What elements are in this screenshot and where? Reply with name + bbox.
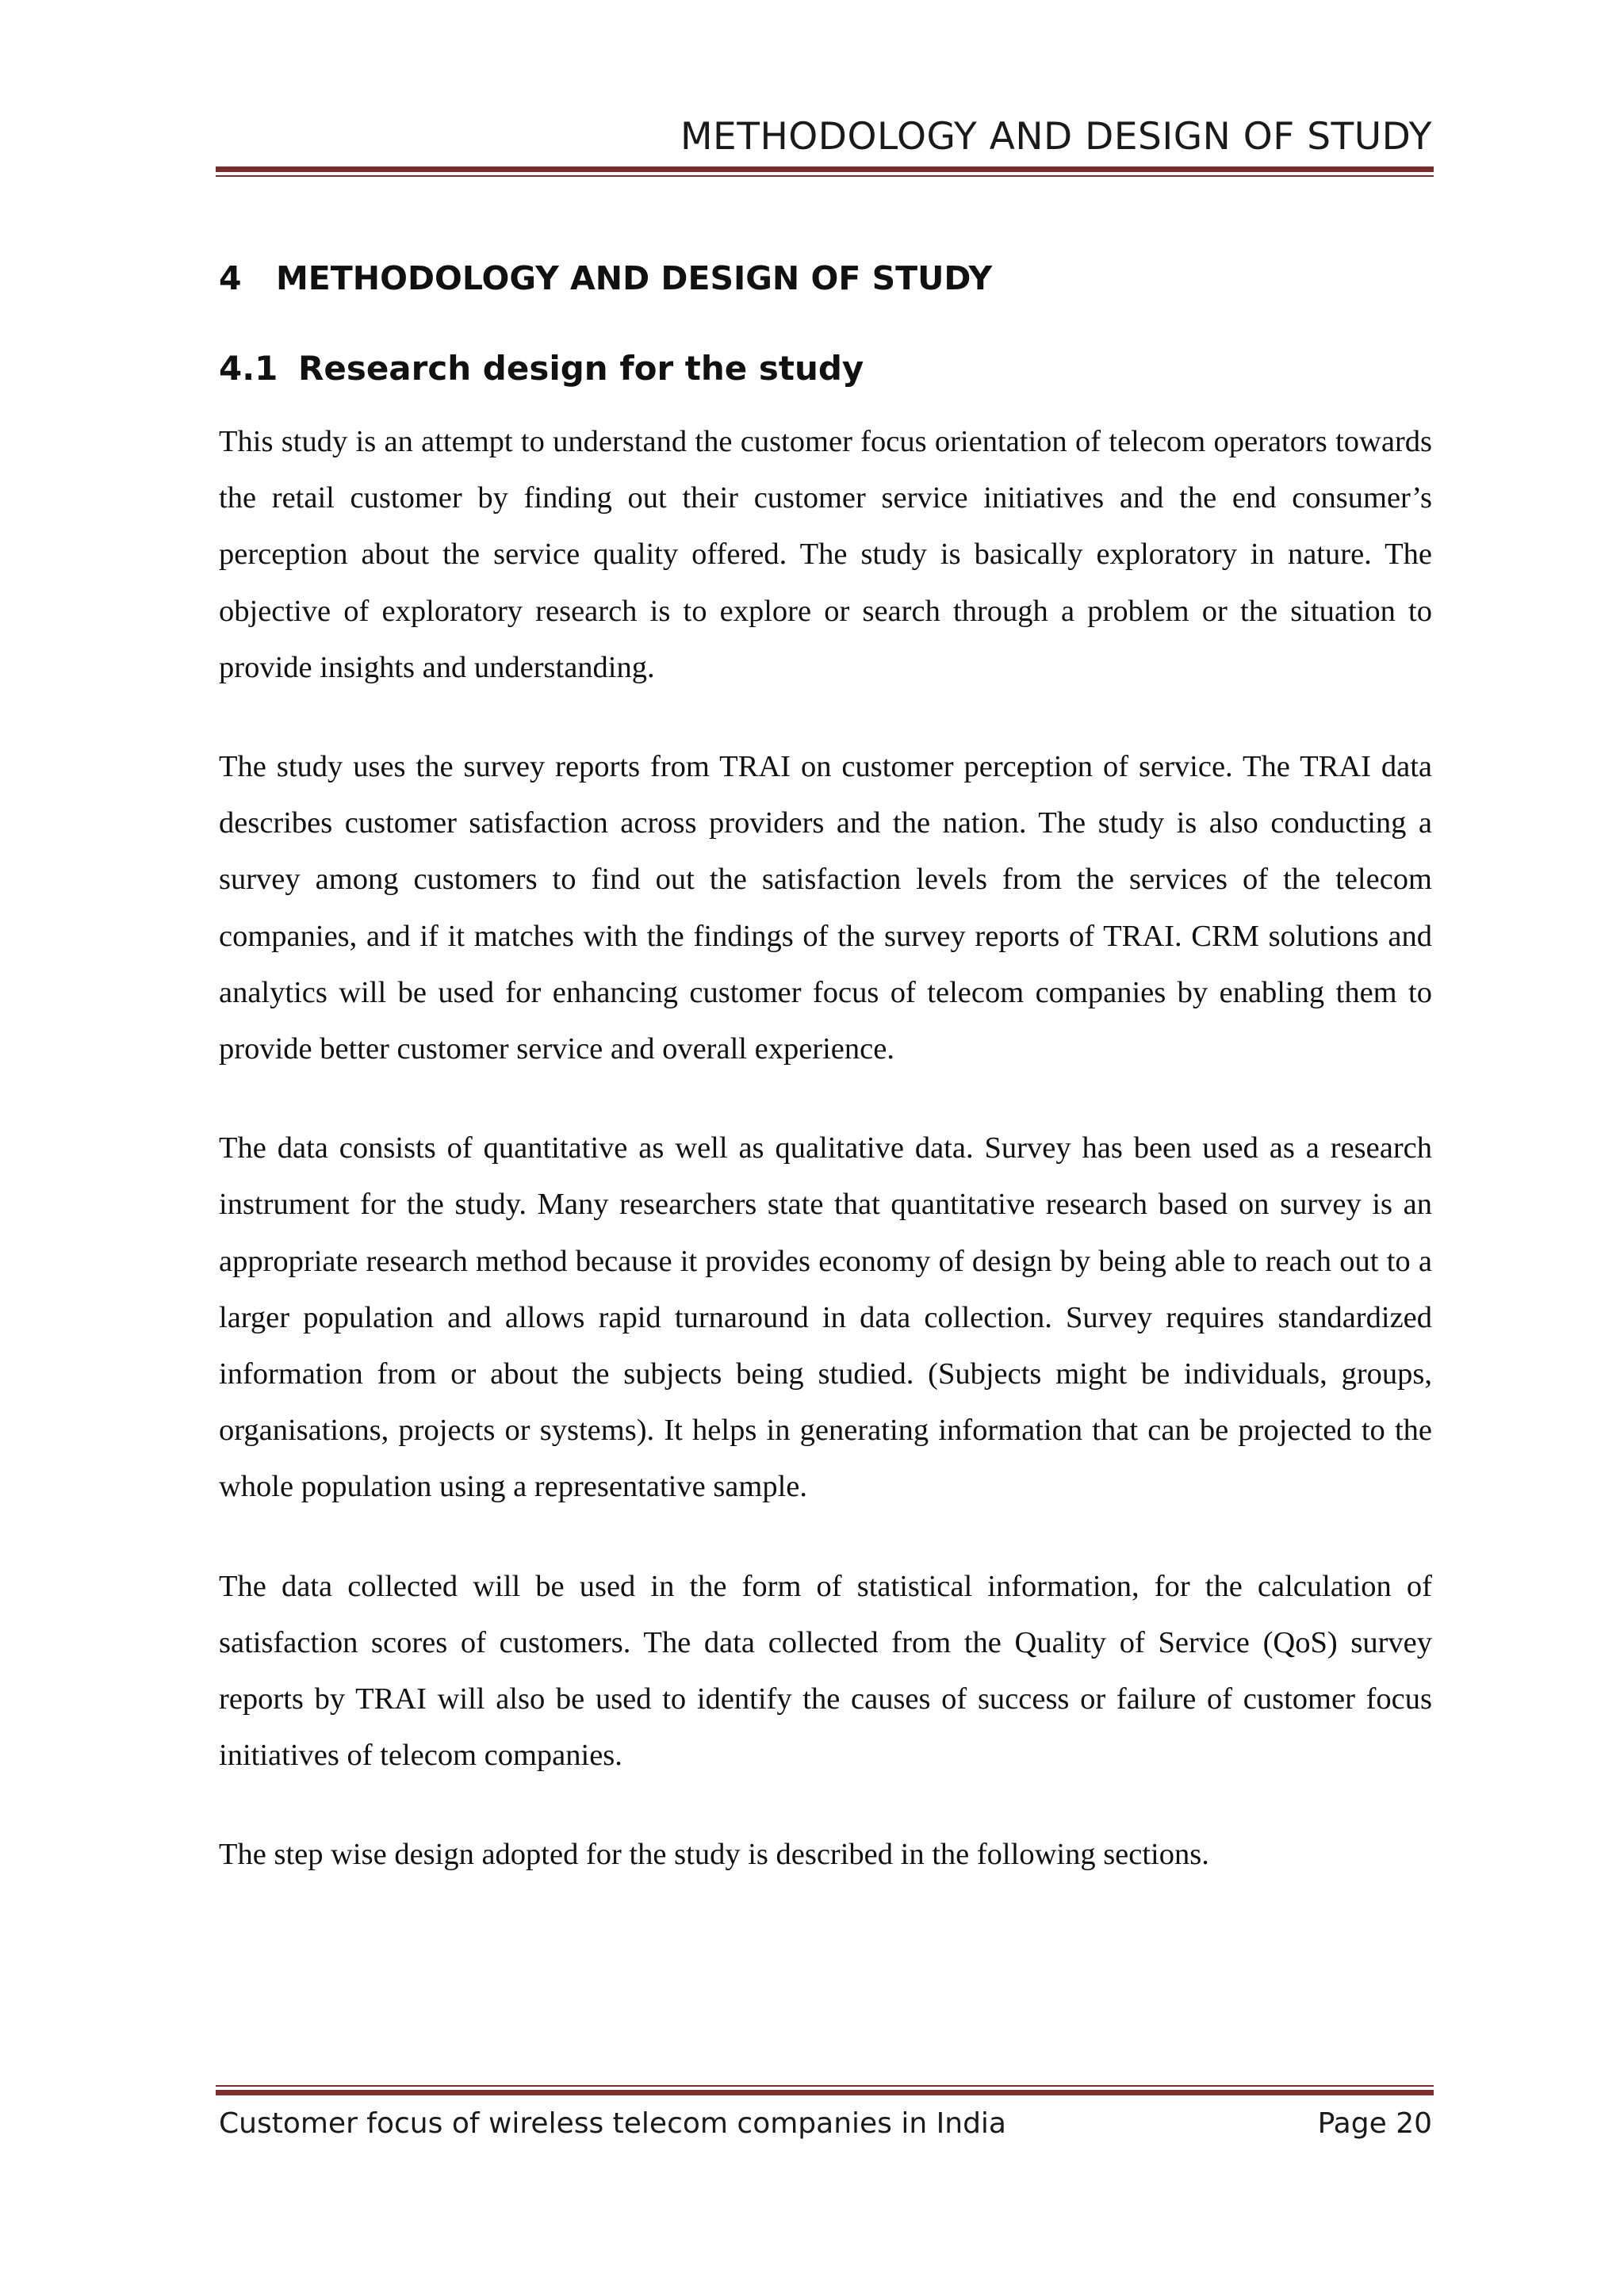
body-paragraph: The data collected will be used in the form of statistical information, for the calculation of satisfaction scores of customers. The data collected from the Quality of Service (QoS) survey reports by TRAI will also be used to identify the causes of success or failure of customer focus initiatives of telecom companies. bbox=[219, 1569, 1432, 1773]
chapter-title: METHODOLOGY AND DESIGN OF STUDY bbox=[276, 259, 993, 297]
footer-rule-thick bbox=[216, 2090, 1434, 2095]
chapter-number: 4 bbox=[219, 259, 242, 297]
section-heading bbox=[219, 344, 1432, 393]
page-content bbox=[219, 254, 1432, 1927]
page-footer bbox=[219, 2103, 1432, 2145]
page-number: Page 20 bbox=[1317, 2107, 1432, 2140]
running-header: METHODOLOGY AND DESIGN OF STUDY bbox=[680, 115, 1432, 159]
chapter-heading bbox=[219, 254, 1432, 303]
header-rule-thin bbox=[216, 175, 1434, 177]
footer-rule-thin bbox=[216, 2085, 1434, 2087]
body-paragraph: This study is an attempt to understand the customer focus orientation of telecom operators towards the retail customer by finding out their customer service initiatives and the end consumer’s perception about the service quality offered. The study is basically exploratory in nature. The objective of exploratory research is to explore or search through a problem or the situation to provide insights and understanding. bbox=[219, 425, 1432, 684]
section-title: Research design for the study bbox=[298, 349, 864, 388]
section-number: 4.1 bbox=[219, 349, 278, 388]
header-rule-thick bbox=[216, 166, 1434, 172]
body-paragraph: The study uses the survey reports from TRAI on customer perception of service. The TRAI data describes customer satisfaction across providers and the nation. The study is also conducting a survey among customers to find out the satisfaction levels from the services of the telecom companies, and if it matches with the findings of the survey reports of TRAI. CRM solutions and analytics will be used for enhancing customer focus of telecom companies by enabling them to provide better customer service and overall experience. bbox=[219, 750, 1432, 1066]
footer-title: Customer focus of wireless telecom companies in India bbox=[219, 2107, 1006, 2140]
body-paragraph: The step wise design adopted for the study is described in the following sections. bbox=[219, 1838, 1209, 1872]
body-paragraph: The data consists of quantitative as well as qualitative data. Survey has been used as a research instrument for the study. Many researchers state that quantitative research based on survey is an appropriate research method because it provides economy of design by being able to reach out to a larger population and allows rapid turnaround in data collection. Survey requires standardized information from or about the subjects being studied. (Subjects might be individuals, groups, organisations, projects or systems). It helps in generating information that can be projected to the whole population using a representative sample. bbox=[219, 1131, 1432, 1504]
